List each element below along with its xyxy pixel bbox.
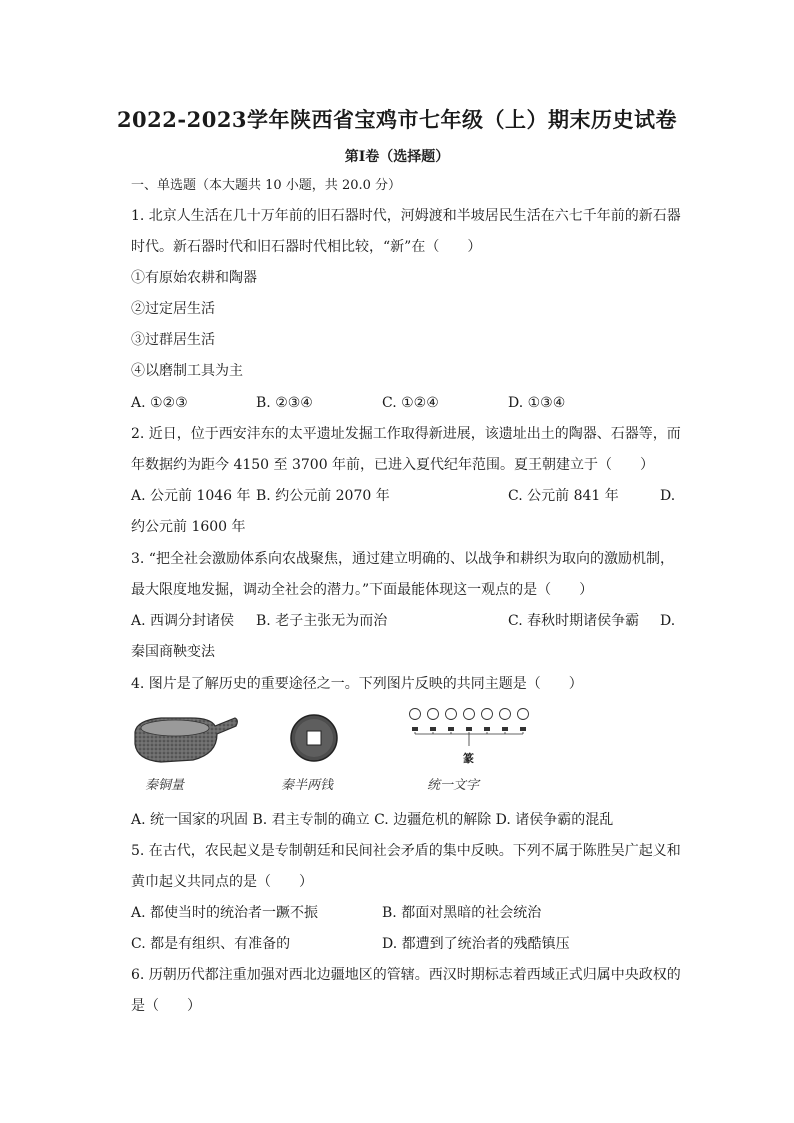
bronze-measure-image (131, 708, 241, 768)
q3-option-d-label: D. (660, 613, 676, 629)
q2-option-a: A. 公元前 1046 年 (131, 488, 251, 504)
q3-stem-line1: 3. “把全社会激励体系向农战聚焦，通过建立明确的、以战争和耕织为取向的激励机制， (131, 551, 674, 567)
q1-option-d: D. ①③④ (508, 395, 566, 411)
q5-option-b: B. 都面对黑暗的社会统治 (382, 905, 542, 921)
q6-stem-line2: 是（ ） (131, 998, 201, 1014)
q3-option-d-text: 秦国商鞅变法 (131, 644, 215, 660)
q3-stem-line2: 最大限度地发掘，调动全社会的潜力。”下面最能体现这一观点的是（ ） (131, 582, 594, 598)
unified-script-image (407, 706, 553, 770)
bronze-measure-caption: 秦铜量 (145, 778, 185, 793)
q6-stem-line1: 6. 历朝历代都注重加强对西北边疆地区的管辖。西汉时期标志着西域正式归属中央政权的 (131, 967, 681, 983)
q1-item-4: ④以磨制工具为主 (131, 363, 243, 379)
q5-stem-line1: 5. 在古代，农民起义是专制朝廷和民间社会矛盾的集中反映。下列不属于陈胜吴广起义和 (131, 843, 681, 859)
section-heading: 一、单选题（本大题共 10 小题，共 20.0 分） (131, 178, 402, 193)
q2-option-d-text: 约公元前 1600 年 (131, 519, 246, 535)
qin-coin-image (289, 706, 339, 770)
q1-item-3: ③过群居生活 (131, 332, 215, 348)
qin-coin-caption: 秦半两钱 (281, 778, 334, 793)
q3-option-a: A. 西调分封诸侯 (131, 613, 235, 629)
q3-option-c: C. 春秋时期诸侯争霸 (508, 613, 640, 629)
q2-stem-line1: 2. 近日，位于西安沣东的太平遗址发掘工作取得新进展，该遗址出土的陶器、石器等，而 (131, 426, 681, 442)
q2-option-c: C. 公元前 841 年 (508, 488, 619, 504)
q5-option-a: A. 都使当时的统治者一蹶不振 (131, 905, 319, 921)
q1-option-c: C. ①②④ (382, 395, 439, 411)
q1-item-2: ②过定居生活 (131, 301, 215, 317)
seal-script-char: 篆 (463, 752, 474, 765)
q4-options: A. 统一国家的巩固 B. 君主专制的确立 C. 边疆危机的解除 D. 诸侯争霸的混乱 (131, 812, 614, 828)
q1-option-b: B. ②③④ (256, 395, 313, 411)
q2-stem-line2: 年数据约为距今 4150 至 3700 年前，已进入夏代纪年范围。夏王朝建立于（ ） (131, 457, 655, 473)
q4-figure-row (131, 706, 551, 802)
q2-option-d-label: D. (660, 488, 676, 504)
q3-option-b: B. 老子主张无为而治 (256, 613, 388, 629)
q5-stem-line2: 黄巾起义共同点的是（ ） (131, 874, 313, 890)
unified-script-caption: 统一文字 (427, 778, 480, 793)
q1-stem-line1: 1. 北京人生活在几十万年前的旧石器时代，河姆渡和半坡居民生活在六七千年前的新石器 (131, 208, 681, 224)
q1-option-a: A. ①②③ (131, 395, 188, 411)
q1-stem-line2: 时代。新石器时代和旧石器时代相比较，“新”在（ ） (131, 239, 482, 255)
q5-option-d: D. 都遭到了统治者的残酷镇压 (382, 936, 570, 952)
exam-subtitle: 第Ⅰ卷（选择题） (344, 149, 450, 165)
q2-option-b: B. 约公元前 2070 年 (256, 488, 390, 504)
q5-option-c: C. 都是有组织、有准备的 (131, 936, 291, 952)
q4-stem-line1: 4. 图片是了解历史的重要途径之一。下列图片反映的共同主题是（ ） (131, 676, 583, 692)
exam-title: 2022-2023学年陕西省宝鸡市七年级（上）期末历史试卷 (116, 107, 678, 132)
q1-item-1: ①有原始农耕和陶器 (131, 270, 257, 286)
